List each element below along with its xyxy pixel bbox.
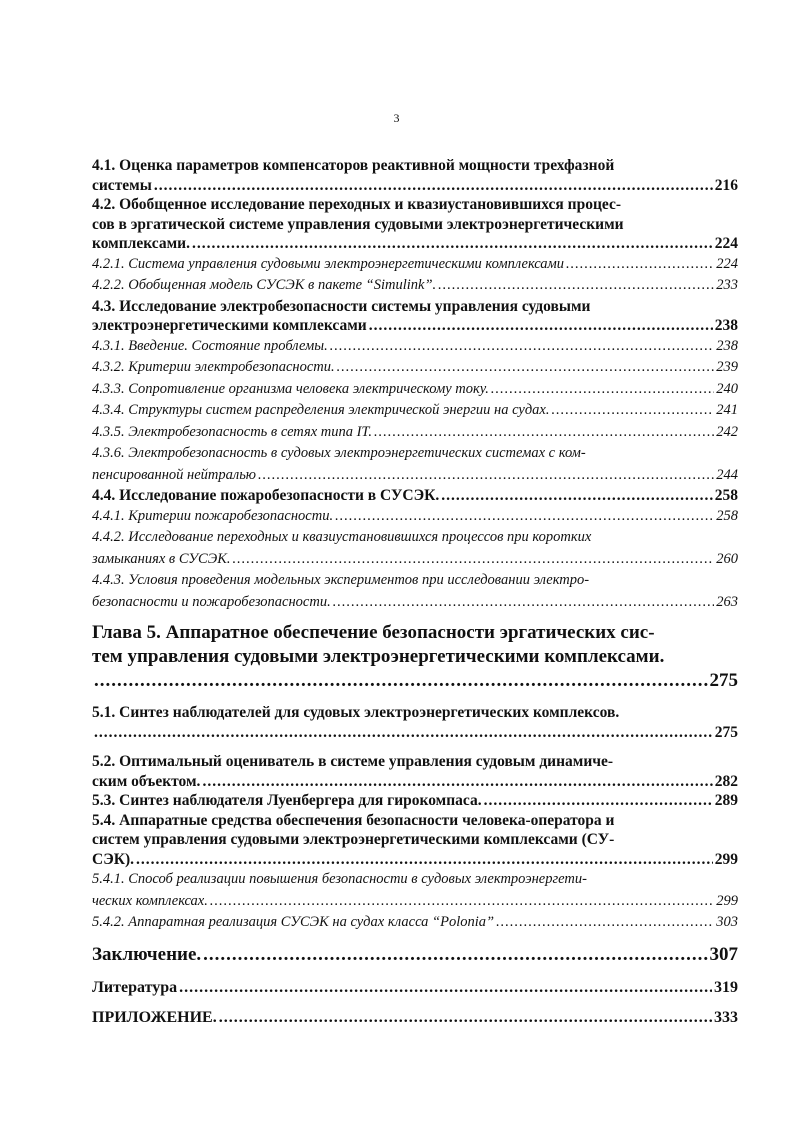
- toc-entry-title: ским объектом.: [92, 772, 201, 790]
- dot-leader: [441, 486, 713, 506]
- toc-entry-leader-row: [92, 234, 738, 254]
- toc-entry-leader-row: [92, 912, 738, 934]
- toc-entry-sub: [92, 422, 738, 444]
- toc-page-number: 224: [714, 235, 738, 252]
- dot-leader: [94, 669, 708, 693]
- dot-leader: [337, 357, 715, 379]
- toc-entry-leader-row: [92, 772, 738, 792]
- toc-entry-text: 5.2. Оптимальный оцениватель в системе управления судовым динамиче-: [92, 753, 614, 770]
- toc-page-number: 216: [714, 176, 738, 194]
- toc-page-number: 282: [714, 772, 738, 790]
- toc-entry-text: 5.1. Синтез наблюдателей для судовых электроэнергетических комплексов.: [92, 704, 620, 721]
- table-of-contents: [92, 156, 738, 1028]
- toc-entry-title: 4.3.3. Сопротивление организма человека электрическому току.: [92, 380, 489, 397]
- dot-leader: [154, 176, 713, 196]
- toc-entry-text: 5.4. Аппаратные средства обеспечения безопасности человека-оператора и: [92, 811, 615, 829]
- toc-entry-title: 4.3.4. Структуры систем распределения электрической энергии на судах.: [92, 402, 550, 418]
- toc-entry-leader-row: [92, 942, 738, 968]
- toc-entry-leader-row: [92, 400, 738, 422]
- dot-leader: [258, 465, 714, 487]
- toc-entry-section: [92, 297, 738, 336]
- toc-page-number: 319: [714, 978, 738, 996]
- toc-entry-section: [92, 156, 738, 195]
- toc-entry-title: СЭК).: [92, 850, 134, 868]
- toc-entry-title: Литература: [92, 978, 178, 996]
- dot-leader: [179, 977, 712, 998]
- toc-page-number: 258: [714, 487, 738, 504]
- page-number: 3: [393, 111, 400, 125]
- dot-leader: [374, 422, 714, 444]
- toc-entry-leader-row: [92, 791, 738, 811]
- toc-entry-chapter: [92, 621, 738, 693]
- toc-entry-section: [92, 791, 738, 811]
- toc-entry-leader-row: [92, 850, 738, 870]
- toc-entry-leader-row: [92, 275, 738, 297]
- toc-page-number: 241: [716, 402, 738, 418]
- toc-entry-section: [92, 195, 738, 254]
- toc-entry-leader-row: [92, 891, 738, 913]
- toc-entry-leader-row: [92, 465, 738, 487]
- dot-leader: [192, 234, 713, 254]
- toc-entry-sub: [92, 570, 738, 613]
- toc-entry-leader-row: [92, 977, 738, 998]
- toc-entry-sub: [92, 357, 738, 379]
- toc-entry-leader-row: [92, 316, 738, 336]
- toc-entry-sub: [92, 527, 738, 570]
- toc-entry-sub: [92, 336, 738, 358]
- toc-entry-text: сов в эргатической системе управления судовыми электроэнергетическими: [92, 215, 624, 233]
- toc-entry-section: [92, 752, 738, 791]
- toc-page-number: 244: [716, 466, 738, 483]
- toc-entry-leader-row: [92, 422, 738, 444]
- toc-entry-sub: [92, 506, 738, 528]
- toc-entry-leader-row: [92, 723, 738, 743]
- toc-page-number: 238: [716, 337, 738, 354]
- toc-page-number: 242: [716, 423, 738, 440]
- toc-entry-text: Глава 5. Аппаратное обеспечение безопасности эргатических сис-: [92, 622, 655, 643]
- dot-leader: [551, 400, 714, 422]
- dot-leader: [566, 254, 714, 276]
- toc-entry-sub: [92, 379, 738, 401]
- toc-entry-title: 5.4.2. Аппаратная реализация СУСЭК на судах класса “Polonia”: [92, 914, 495, 930]
- toc-entry-leader-row: [92, 486, 738, 506]
- toc-entry-leader-row: [92, 592, 738, 614]
- toc-entry-leader-row: [92, 669, 738, 693]
- toc-entry-sub: [92, 443, 738, 486]
- toc-entry-text: 4.1. Оценка параметров компенсаторов реактивной мощности трехфазной: [92, 157, 615, 174]
- toc-page-number: 224: [716, 255, 738, 272]
- dot-leader: [491, 379, 714, 401]
- dot-leader: [94, 723, 713, 743]
- toc-page-number: 307: [709, 943, 738, 965]
- toc-entry-sub: [92, 254, 738, 276]
- toc-entry-text: 5.4.1. Способ реализации повышения безопасности в судовых электроэнергети-: [92, 871, 587, 887]
- toc-page-number: 289: [714, 792, 738, 809]
- toc-page-number: 240: [716, 380, 738, 397]
- toc-entry-sub: [92, 275, 738, 297]
- toc-entry-leader-row: [92, 336, 738, 358]
- toc-entry-text: 4.4.3. Условия проведения модельных экспериментов при исследовании электро-: [92, 572, 590, 588]
- toc-page-number: 233: [716, 277, 738, 293]
- toc-entry-title: ПРИЛОЖЕНИЕ.: [92, 1008, 217, 1026]
- dot-leader: [330, 336, 715, 358]
- toc-entry-leader-row: [92, 176, 738, 196]
- toc-entry-title: безопасности и пожаробезопасности.: [92, 593, 331, 610]
- toc-entry-section: [92, 486, 738, 506]
- toc-entry-title: 5.3. Синтез наблюдателя Луенбергера для гирокомпаса.: [92, 792, 482, 809]
- toc-entry-leader-row: [92, 357, 738, 379]
- dot-leader: [202, 772, 712, 792]
- toc-page-number: 303: [716, 914, 738, 930]
- dot-leader: [333, 592, 715, 614]
- toc-entry-section: [92, 703, 738, 742]
- dot-leader: [203, 942, 707, 968]
- toc-entry-text: тем управления судовыми электроэнергетическими комплексами.: [92, 646, 665, 667]
- toc-entry-sub: [92, 912, 738, 934]
- toc-entry-concl: [92, 942, 738, 968]
- dot-leader: [335, 506, 714, 528]
- toc-page-number: 258: [716, 507, 738, 524]
- toc-entry-leader-row: [92, 254, 738, 276]
- toc-entry-title: 4.3.1. Введение. Состояние проблемы.: [92, 337, 328, 354]
- toc-page-number: 299: [714, 850, 738, 868]
- toc-entry-title: замыканиях в СУСЭК.: [92, 550, 231, 567]
- toc-entry-text: систем управления судовыми электроэнергетическими комплексами (СУ-: [92, 831, 615, 848]
- toc-entry-leader-row: [92, 506, 738, 528]
- toc-entry-section: [92, 811, 738, 870]
- toc-entry-text: 4.3. Исследование электробезопасности системы управления судовыми: [92, 297, 591, 315]
- toc-entry-title: электроэнергетическими комплексами: [92, 317, 367, 334]
- toc-entry-lit: [92, 977, 738, 998]
- toc-entry-title: системы: [92, 176, 152, 194]
- toc-entry-title: Заключение.: [92, 943, 202, 965]
- dot-leader: [438, 275, 714, 297]
- toc-page-number: 260: [716, 550, 738, 567]
- toc-page-number: 275: [709, 670, 738, 691]
- dot-leader: [496, 912, 714, 934]
- toc-entry-title: 4.4. Исследование пожаробезопасности в СУСЭК.: [92, 487, 440, 504]
- toc-page-number: 239: [716, 359, 738, 375]
- toc-entry-lit: [92, 1007, 738, 1028]
- toc-entry-text: 4.2. Обобщенное исследование переходных и квазиустановившихся процес-: [92, 196, 622, 213]
- toc-page-number: 238: [714, 317, 738, 334]
- toc-entry-title: 4.3.5. Электробезопасность в сетях типа IT.: [92, 423, 373, 440]
- toc-page-number: 333: [714, 1008, 738, 1026]
- toc-entry-title: 4.3.2. Критерии электробезопасности.: [92, 359, 335, 375]
- dot-leader: [232, 549, 714, 571]
- toc-page-number: 263: [716, 593, 738, 610]
- toc-entry-title: комплексами.: [92, 235, 190, 252]
- toc-entry-title: 4.4.1. Критерии пожаробезопасности.: [92, 507, 334, 524]
- dot-leader: [219, 1007, 712, 1028]
- toc-entry-title: 4.2.2. Обобщенная модель СУСЭК в пакете “Simulink”.: [92, 277, 437, 293]
- dot-leader: [210, 891, 714, 913]
- toc-entry-text: 4.4.2. Исследование переходных и квазиустановившихся процессов при коротких: [92, 529, 592, 545]
- dot-leader: [136, 850, 713, 870]
- toc-page-number: 299: [716, 892, 738, 909]
- toc-entry-sub: [92, 869, 738, 912]
- toc-page-number: 275: [714, 723, 738, 741]
- toc-entry-title: 4.2.1. Система управления судовыми электроэнергетическими комплексами: [92, 255, 565, 272]
- toc-entry-text: 4.3.6. Электробезопасность в судовых электроэнергетических системах с ком-: [92, 445, 586, 461]
- toc-entry-sub: [92, 400, 738, 422]
- toc-entry-leader-row: [92, 1007, 738, 1028]
- toc-entry-leader-row: [92, 549, 738, 571]
- toc-entry-leader-row: [92, 379, 738, 401]
- dot-leader: [369, 316, 713, 336]
- toc-entry-title: ческих комплексах.: [92, 892, 208, 909]
- toc-entry-title: пенсированной нейтралью: [92, 466, 257, 483]
- dot-leader: [484, 791, 713, 811]
